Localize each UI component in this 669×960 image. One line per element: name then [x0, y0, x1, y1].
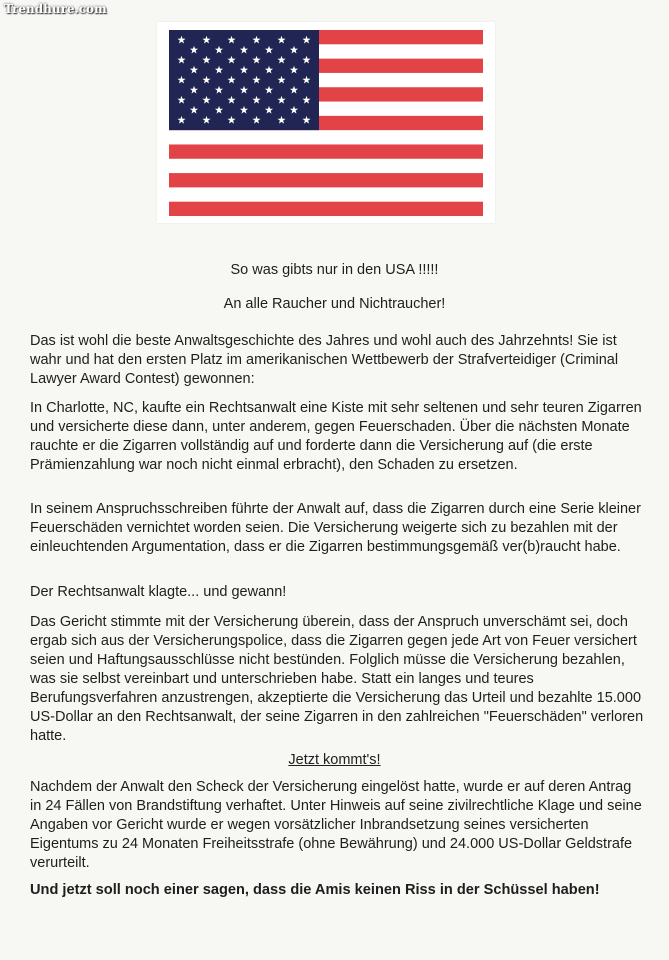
- watermark: Trendhure.com: [4, 2, 107, 16]
- us-flag-icon: [169, 30, 483, 216]
- subheading-text: Jetzt kommt's!: [288, 752, 381, 768]
- us-flag-image: [157, 22, 495, 223]
- paragraph-cigars: In Charlotte, NC, kaufte ein Rechtsanwalt eine Kiste mit sehr seltenen und sehr teuren Zigarren und versicherte diese dann, unter anderem, gegen Feuerschaden. Über die nächsten Monate rauchte er die Zigarren vollständig auf und forderte dann die Versicherung auf (die erste Prämienzahlung war noch nicht einmal erbracht), den Schaden zu ersetzen.: [30, 400, 642, 473]
- subheading-twist: [0, 752, 669, 768]
- paragraph-arrest: Nachdem der Anwalt den Scheck der Versicherung eingelöst hatte, wurde er auf deren Antrag in 24 Fällen von Brandstiftung verhaftet. Unter Hinweis auf seine zivilrechtliche Klage und seine Angaben vor Gericht wurde er wegen vorsätzlicher Inbrandsetzung seines versicherten Eigentums zu 24 Monaten Freiheitsstrafe (ohne Bewährung) und 24.000 US-Dollar Geldstrafe verurteilt.: [30, 779, 642, 871]
- closing-statement: Und jetzt soll noch einer sagen, dass die Amis keinen Riss in der Schüssel haben!: [30, 882, 600, 898]
- paragraph-claim: In seinem Anspruchsschreiben führte der Anwalt auf, dass die Zigarren durch eine Serie kleiner Feuerschäden vernichtet worden seien. Die Versicherung weigerte sich zu bezahlen mit der einleuchtenden Argumentation, dass er die Zigarren bestimmungsgemäß ver(b)raucht habe.: [30, 501, 641, 555]
- heading-usa: So was gibts nur in den USA !!!!!: [230, 262, 439, 278]
- heading-smokers: An alle Raucher und Nichtraucher!: [223, 296, 446, 312]
- paragraph-court: Das Gericht stimmte mit der Versicherung überein, dass der Anspruch unverschämt sei, doch ergab sich aus der Versicherungspolice, dass die Zigarren gegen jede Art von Feuer versichert seien und Haftungsausschlüsse nicht bestünden. Folglich müsse die Versicherung bezahlen, was sie selbst vereinbart und unterschrieben habe. Statt ein langes und teures Berufungsverfahren anzustrengen, akzeptierte die Versicherung das Urteil und bezahlte 15.000 US-Dollar an den Rechtsanwalt, der seine Zigarren in den zahlreichen "Feuerschäden" verloren hatte.: [30, 614, 644, 744]
- paragraph-intro: Das ist wohl die beste Anwaltsgeschichte des Jahres und wohl auch des Jahrzehnts! Sie ist wahr und hat den ersten Platz im amerikanischen Wettbewerb der Strafverteidiger (Criminal Lawyer Award Contest) gewonnen:: [30, 333, 619, 387]
- paragraph-lawsuit: Der Rechtsanwalt klagte... und gewann!: [30, 584, 287, 600]
